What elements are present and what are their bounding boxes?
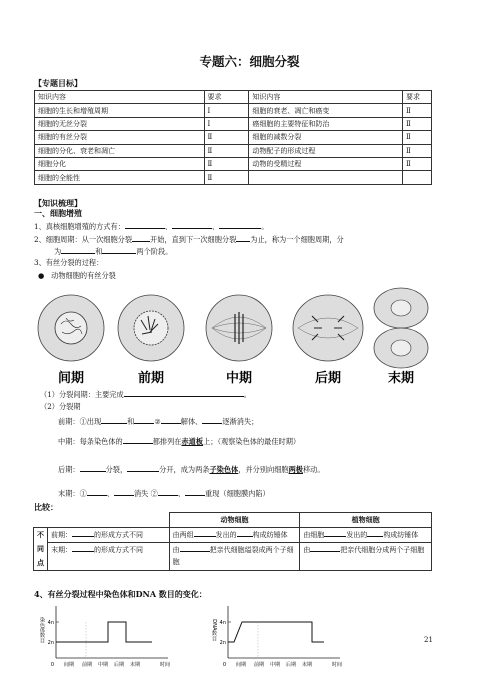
table-row <box>35 104 432 117</box>
x-tick-label: 间期 <box>236 662 247 668</box>
row-label <box>47 543 169 571</box>
text: 中期：每条染色体的 <box>58 437 123 446</box>
x-tick-label: 0 <box>50 662 54 668</box>
sub-item-2: （2）分裂期 <box>40 402 81 411</box>
table-cell: 细胞的分化、衰老和凋亡 <box>35 144 205 157</box>
table-cell: Ⅱ <box>403 144 432 157</box>
blank <box>127 464 159 472</box>
emphasis-text: 两极 <box>288 465 303 474</box>
x-tick-label: 前期 <box>254 662 265 668</box>
table-cell: Ⅱ <box>403 117 432 130</box>
blank <box>72 544 94 552</box>
stage-label: 末期 <box>387 371 415 386</box>
blank <box>101 416 127 424</box>
side-header-text <box>34 528 47 570</box>
compare-label: 比较： <box>34 502 58 512</box>
table-cell: Ⅰ <box>204 117 249 130</box>
table-cell: Ⅱ <box>204 171 249 184</box>
prophase-line <box>58 416 258 427</box>
table-cell <box>403 171 432 184</box>
table-row <box>35 144 432 157</box>
table-cell: 动物配子的形成过程 <box>249 144 403 157</box>
knowledge-heading: 【知识梳理】 <box>34 198 82 208</box>
sub-item-text: （1）分裂间期：主要完成 <box>40 390 124 399</box>
plant-cell-header: 植物细胞 <box>300 513 432 528</box>
blank <box>161 416 181 424</box>
table-cell: 细胞的全能性 <box>35 171 205 184</box>
blank <box>124 389 244 397</box>
text: 分开，成为两条 <box>159 465 210 474</box>
stage-label: 间期 <box>57 371 85 386</box>
metaphase-cell <box>206 295 272 361</box>
chromosome-number-graph <box>34 600 184 672</box>
page-number: 21 <box>424 636 433 644</box>
bullet-icon: ● <box>38 271 45 280</box>
blank <box>172 221 212 229</box>
item-2-text: 和 <box>95 247 103 256</box>
blank <box>367 529 383 537</box>
emphasis-text: 赤道板 <box>181 437 204 446</box>
metaphase-line <box>58 436 300 447</box>
table-cell: 癌细胞的主要特征和防治 <box>249 117 403 130</box>
item-4-heading: 4、有丝分裂过程中染色体和DNA 数目的变化： <box>34 589 207 599</box>
sub-item-1: （1）分裂间期：主要完成 。 <box>40 390 251 399</box>
text: 、 <box>177 489 186 498</box>
bullet-text: 动物细胞的有丝分裂 <box>51 271 116 280</box>
blank <box>125 221 165 229</box>
text: 上；（观察染色体的最佳时期） <box>203 437 301 446</box>
table-cell: 动物的受精过程 <box>249 157 403 170</box>
blank <box>102 246 136 254</box>
blank <box>87 488 107 496</box>
table-cell: 细胞的衰老、凋亡和癌变 <box>249 104 403 117</box>
text: 分裂， <box>105 465 128 474</box>
item-1-text: 1、真核细胞增殖的方式有： <box>34 222 125 231</box>
x-tick-label: 时间 <box>332 662 343 668</box>
text: 发出的 <box>346 531 368 539</box>
text: 末期：① <box>58 489 87 498</box>
blank <box>123 436 153 444</box>
blank <box>114 488 134 496</box>
text: 发出的 <box>215 531 237 539</box>
blank <box>194 529 216 537</box>
blank <box>219 221 261 229</box>
text: 构成纺锤体 <box>252 531 288 539</box>
text: 逐渐消失； <box>222 417 259 426</box>
blank <box>324 529 346 537</box>
stage-label: 后期 <box>314 371 342 386</box>
animal-cell-header: 动物细胞 <box>169 513 300 528</box>
side-header-char: 同 <box>36 544 44 553</box>
prophase-cell <box>118 295 184 361</box>
text: 由 <box>172 546 180 555</box>
plant-cell <box>300 543 432 571</box>
x-tick-label: 前期 <box>82 662 93 668</box>
empty-cell <box>47 513 169 528</box>
text: 的形成方式不同 <box>93 546 143 555</box>
text: 解体、 <box>180 417 203 426</box>
section-heading: 一、细胞增殖 <box>34 208 82 218</box>
plant-cell <box>300 528 432 543</box>
table-row <box>35 117 432 130</box>
blank <box>132 234 150 242</box>
y-tick-label: 4n <box>47 620 54 626</box>
table-cell: Ⅱ <box>403 104 432 117</box>
text: ，并分别向细胞 <box>238 465 289 474</box>
table-cell: 细胞分化 <box>35 157 205 170</box>
item-2-text: 为止，称为一个细胞周期，分 <box>250 235 344 244</box>
blank <box>61 246 95 254</box>
goals-heading: 【专题目标】 <box>34 78 82 88</box>
x-tick-label: 中期 <box>270 662 281 668</box>
telophase-line <box>58 488 270 499</box>
row-label <box>47 528 169 543</box>
item-2-text: 开始，直到下一次细胞分裂 <box>150 235 237 244</box>
table-cell: 细胞的减数分裂 <box>249 131 403 144</box>
telophase-cell <box>374 288 428 368</box>
blank <box>185 488 205 496</box>
x-tick-label: 时间 <box>160 662 171 668</box>
side-header-char: 不 <box>36 530 44 539</box>
blank <box>180 544 210 552</box>
x-tick-label: 间期 <box>64 662 75 668</box>
stage-label: 前期 <box>137 371 165 386</box>
text: 把亲代细胞缢裂成两个子细胞 <box>172 546 294 567</box>
x-tick-label: 0 <box>222 662 226 668</box>
text: 和 <box>127 417 135 426</box>
item-2-text: 为 <box>54 247 62 256</box>
table-cell: 细胞的无丝分裂 <box>35 117 205 130</box>
table-cell <box>249 171 403 184</box>
item-1: 1、真核细胞增殖的方式有： 、 、 。 <box>34 222 269 231</box>
blank <box>237 529 253 537</box>
y-tick-label: 4n <box>219 620 226 626</box>
table-cell: Ⅱ <box>403 157 432 170</box>
item-2-text: 2、细胞周期：从一次细胞分裂 <box>34 235 133 244</box>
text: 移动。 <box>302 465 325 474</box>
text: 前期：①出现 <box>58 417 102 426</box>
bullet-item <box>38 271 116 281</box>
y-axis-label: 染色体数目 <box>39 617 45 643</box>
x-tick-label: 中期 <box>98 662 109 668</box>
table-cell: 细胞的生长和增殖周期 <box>35 104 205 117</box>
x-tick-label: 末期 <box>302 662 313 668</box>
item-2 <box>34 234 344 245</box>
goals-table <box>34 90 432 185</box>
text: 末期： <box>50 546 72 555</box>
y-axis-label: DNA数目 <box>211 619 217 641</box>
table-row <box>35 171 432 184</box>
blank <box>236 234 250 242</box>
animal-cell <box>169 543 300 571</box>
item-2-cont <box>54 246 172 257</box>
text: 、 <box>106 489 114 498</box>
y-tick-label: 2n <box>219 640 226 646</box>
text: 构成纺锤体 <box>383 531 419 539</box>
text: 由细胞 <box>303 531 325 539</box>
text: 消失 ② <box>133 489 158 498</box>
y-tick-label: 2n <box>47 640 54 646</box>
blank <box>158 488 178 496</box>
table-header-row <box>35 91 432 104</box>
side-header <box>34 528 48 571</box>
stage-label: 中期 <box>225 371 253 386</box>
compare-table <box>33 512 432 571</box>
text: 后期： <box>58 465 80 474</box>
table-cell: 知识内容 <box>249 91 403 104</box>
text: 由两组 <box>172 531 194 539</box>
animal-cell <box>169 528 300 543</box>
blank <box>72 529 94 537</box>
x-tick-label: 末期 <box>130 662 141 668</box>
empty-cell <box>34 513 48 528</box>
text: 前期： <box>50 531 72 539</box>
blank <box>80 464 106 472</box>
table-cell: Ⅰ <box>204 104 249 117</box>
text: 都排列在 <box>152 437 182 446</box>
page-title: 专题六：细胞分裂 <box>199 54 300 69</box>
table-cell: Ⅱ <box>403 131 432 144</box>
anaphase-line <box>58 464 325 475</box>
mitosis-stages-figure <box>34 286 432 386</box>
text: 的形成方式不同 <box>93 531 143 539</box>
blank <box>310 544 340 552</box>
table-cell: 知识内容 <box>35 91 205 104</box>
series-line <box>56 622 152 642</box>
dna-number-graph <box>206 600 356 672</box>
text: ② <box>154 417 161 426</box>
blank <box>134 416 154 424</box>
side-header-char: 点 <box>36 558 44 567</box>
table-cell: Ⅱ <box>204 144 249 157</box>
item-2-text: 两个阶段。 <box>136 247 173 256</box>
table-cell: 要求 <box>403 91 432 104</box>
text: 由 <box>303 546 311 555</box>
item-3: 3、有丝分裂的过程： <box>34 258 104 267</box>
table-cell: 要求 <box>204 91 249 104</box>
series-line <box>228 622 324 642</box>
table-cell: Ⅱ <box>204 131 249 144</box>
table-cell: 细胞的有丝分裂 <box>35 131 205 144</box>
table-cell: Ⅱ <box>204 157 249 170</box>
text: 重现（细胞膜内陷） <box>205 489 270 498</box>
x-tick-label: 后期 <box>114 662 125 668</box>
x-tick-label: 后期 <box>286 662 297 668</box>
anaphase-cell <box>293 295 363 361</box>
table-row <box>35 157 432 170</box>
emphasis-text: 子染色体 <box>209 465 239 474</box>
table-row <box>35 131 432 144</box>
interphase-cell <box>38 295 104 361</box>
blank <box>202 416 222 424</box>
text: 把亲代细胞分成两个子细胞 <box>340 546 425 555</box>
